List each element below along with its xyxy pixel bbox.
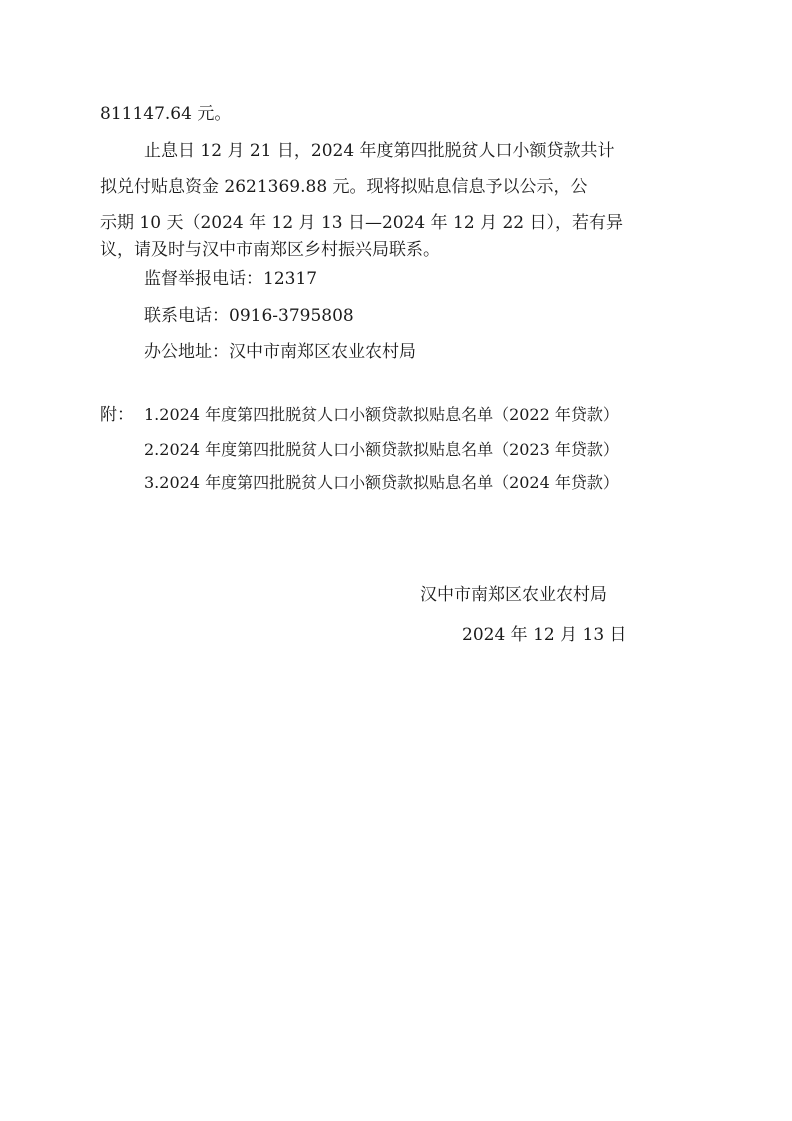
paragraph-2-line-1: 止息日 12 月 21 日，2024 年度第四批脱贫人口小额贷款共计 xyxy=(144,141,615,161)
attachments-prefix: 附： xyxy=(100,405,134,425)
paragraph-1-line-1: 811147.64 元。 xyxy=(100,104,232,124)
supervise-phone: 监督举报电话：12317 xyxy=(144,269,318,289)
signature-date: 2024 年 12 月 13 日 xyxy=(462,625,627,645)
attachment-item-2: 2.2024 年度第四批脱贫人口小额贷款拟贴息名单（2023 年贷款） xyxy=(144,440,619,459)
attachment-item-3: 3.2024 年度第四批脱贫人口小额贷款拟贴息名单（2024 年贷款） xyxy=(144,473,619,492)
attachment-item-1: 1.2024 年度第四批脱贫人口小额贷款拟贴息名单（2022 年贷款） xyxy=(144,405,619,424)
signature-organization: 汉中市南郑区农业农村局 xyxy=(420,585,607,605)
paragraph-2-line-3: 示期 10 天（2024 年 12 月 13 日—2024 年 12 月 22 日），若有异 xyxy=(100,213,624,233)
office-address: 办公地址：汉中市南郑区农业农村局 xyxy=(144,342,416,362)
paragraph-2-line-4: 议，请及时与汉中市南郑区乡村振兴局联系。 xyxy=(100,240,440,260)
paragraph-2-line-2: 拟兑付贴息资金 2621369.88 元。现将拟贴息信息予以公示，公 xyxy=(100,177,588,197)
contact-phone: 联系电话：0916-3795808 xyxy=(144,306,354,326)
